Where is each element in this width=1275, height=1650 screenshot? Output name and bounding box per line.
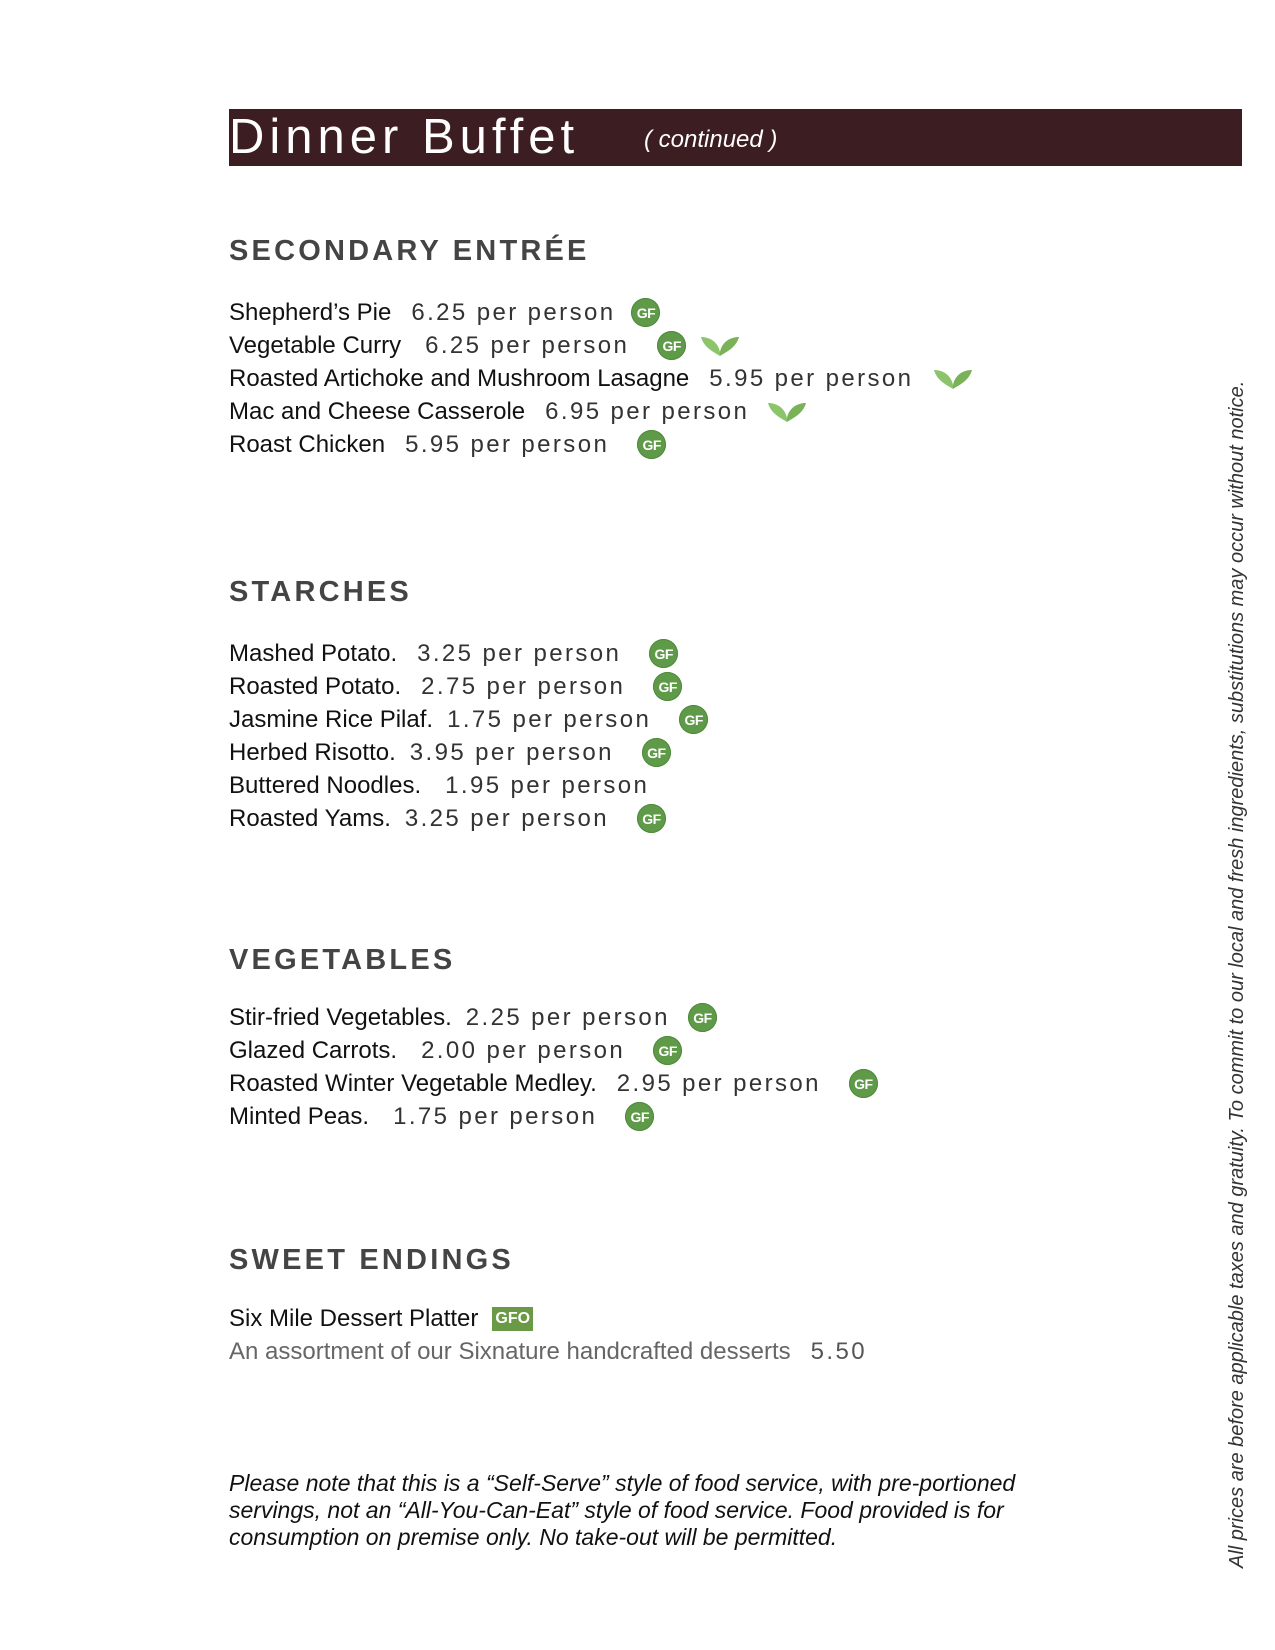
description-text: An assortment of our Sixnature handcrafted desserts [229, 1338, 791, 1365]
gluten-free-option-icon: GFO [492, 1307, 533, 1331]
section-vegetables [229, 940, 878, 1133]
menu-item [229, 637, 708, 670]
gluten-free-icon: GF [657, 331, 686, 360]
section-heading: STARCHES [229, 576, 412, 608]
item-price: 5.95 per person [709, 365, 914, 392]
item-name: Six Mile Dessert Platter [229, 1305, 479, 1332]
gluten-free-icon: GF [653, 1036, 682, 1065]
menu-item [229, 1067, 878, 1100]
vegetarian-leaf-icon [767, 400, 807, 424]
gluten-free-icon: GF [637, 804, 666, 833]
menu-item [229, 1100, 878, 1133]
menu-item [229, 296, 973, 329]
gluten-free-icon: GF [637, 430, 666, 459]
item-price: 6.25 per person [411, 299, 616, 326]
menu-list [229, 296, 973, 461]
section-starches [229, 572, 708, 835]
item-price: 6.95 per person [545, 398, 750, 425]
gluten-free-icon: GF [642, 738, 671, 767]
section-heading: VEGETABLES [229, 944, 456, 976]
item-price: 2.75 per person [421, 673, 626, 700]
item-name: Glazed Carrots. [229, 1037, 398, 1064]
item-name: Roasted Potato. [229, 673, 402, 700]
item-name: Stir-fried Vegetables. [229, 1004, 452, 1031]
menu-item [229, 395, 973, 428]
item-price: 3.95 per person [409, 739, 614, 766]
vegetarian-leaf-icon [933, 367, 973, 391]
menu-item [229, 1302, 867, 1335]
menu-list [229, 1001, 878, 1133]
section-heading: SWEET ENDINGS [229, 1244, 514, 1276]
item-description [229, 1335, 867, 1368]
menu-item [229, 802, 708, 835]
item-price: 5.50 [810, 1338, 867, 1365]
item-price: 2.95 per person [616, 1070, 821, 1097]
section-heading: SECONDARY ENTRÉE [229, 235, 590, 267]
gluten-free-icon: GF [688, 1003, 717, 1032]
menu-item [229, 769, 708, 802]
item-price: 2.00 per person [421, 1037, 626, 1064]
section-sweet-endings [229, 1240, 867, 1368]
page-subtitle: ( continued ) [644, 126, 778, 153]
vegetarian-leaf-icon [700, 334, 740, 358]
item-price: 1.75 per person [393, 1103, 598, 1130]
item-name: Roast Chicken [229, 431, 386, 458]
menu-item [229, 329, 973, 362]
item-price: 2.25 per person [465, 1004, 670, 1031]
menu-item [229, 1001, 878, 1034]
service-note: Please note that this is a “Self-Serve” style of food service, with pre-portioned servings, not an “All-You-Can-Eat” style of food service. Food provided is for consumption on premise only. No take-out will be permitted. [229, 1470, 1016, 1550]
item-name: Jasmine Rice Pilaf. [229, 706, 434, 733]
item-name: Herbed Risotto. [229, 739, 396, 766]
item-name: Roasted Winter Vegetable Medley. [229, 1070, 597, 1097]
item-price: 1.75 per person [447, 706, 652, 733]
item-price: 6.25 per person [425, 332, 630, 359]
menu-list [229, 637, 708, 835]
gluten-free-icon: GF [631, 298, 660, 327]
item-name: Shepherd’s Pie [229, 299, 392, 326]
section-secondary-entree [229, 231, 973, 461]
item-name: Minted Peas. [229, 1103, 370, 1130]
gluten-free-icon: GF [849, 1069, 878, 1098]
item-name: Mac and Cheese Casserole [229, 398, 526, 425]
item-name: Roasted Artichoke and Mushroom Lasagne [229, 365, 690, 392]
gluten-free-icon: GF [653, 672, 682, 701]
gluten-free-icon: GF [679, 705, 708, 734]
item-name: Roasted Yams. [229, 805, 391, 832]
menu-item [229, 362, 973, 395]
gluten-free-icon: GF [625, 1102, 654, 1131]
gluten-free-icon: GF [649, 639, 678, 668]
menu-item [229, 736, 708, 769]
item-price: 5.95 per person [405, 431, 610, 458]
menu-item [229, 703, 708, 736]
item-price: 3.25 per person [417, 640, 622, 667]
menu-item [229, 670, 708, 703]
price-disclaimer: All prices are before applicable taxes and gratuity. To commit to our local and fresh ingredients, substitutions may occur without notice. [1226, 380, 1248, 1568]
menu-item [229, 428, 973, 461]
item-name: Mashed Potato. [229, 640, 398, 667]
item-name: Vegetable Curry [229, 332, 402, 359]
menu-item [229, 1034, 878, 1067]
item-price: 1.95 per person [445, 772, 650, 799]
item-name: Buttered Noodles. [229, 772, 422, 799]
item-price: 3.25 per person [404, 805, 609, 832]
title-banner [229, 109, 1242, 166]
page-title: Dinner Buffet [229, 110, 580, 164]
